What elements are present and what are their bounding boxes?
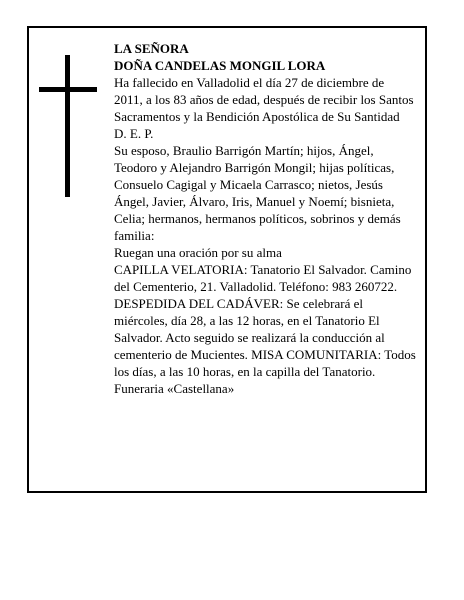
death-announcement: Ha fallecido en Valladolid el día 27 de diciembre de 2011, a los 83 años de edad, después de recibir los Santos Sacramentos y la Bendición Apostólica de Su Santidad bbox=[114, 75, 414, 124]
obituary-notice bbox=[27, 26, 427, 493]
farewell-info: DESPEDIDA DEL CADÁVER: Se celebrará el miércoles, día 28, a las 12 horas, en el Tanatorio El Salvador. Acto seguido se realizará la conducción al cementerio de Mucientes. MISA COMUNITARIA: Todos los días, a las 10 horas, en la capilla del Tanatorio. bbox=[114, 296, 416, 379]
chapel-info: CAPILLA VELATORIA: Tanatorio El Salvador. Camino del Cementerio, 21. Valladolid. Teléfono: 983 260722. bbox=[114, 262, 412, 294]
deceased-name: DOÑA CANDELAS MONGIL LORA bbox=[114, 58, 326, 73]
funeral-home: Funeraria «Castellana» bbox=[114, 381, 235, 396]
cross-icon bbox=[39, 55, 97, 197]
cross-horizontal-bar bbox=[39, 87, 97, 92]
cross-vertical-bar bbox=[65, 55, 70, 197]
family-list: Su esposo, Braulio Barrigón Martín; hijos, Ángel, Teodoro y Alejandro Barrigón Mongil; hijas políticas, Consuelo Cagigal y Micaela Carrasco; nietos, Jesús Ángel, Javier, Álvaro, Iris, Manuel y Noemí; bisnieta, Celia; hermanos, hermanos políticos, sobrinos y demás familia: bbox=[114, 143, 401, 243]
rest-in-peace: D. E. P. bbox=[114, 126, 154, 141]
notice-text bbox=[114, 40, 416, 397]
notice-title: LA SEÑORA bbox=[114, 41, 189, 56]
prayer-request: Ruegan una oración por su alma bbox=[114, 245, 282, 260]
